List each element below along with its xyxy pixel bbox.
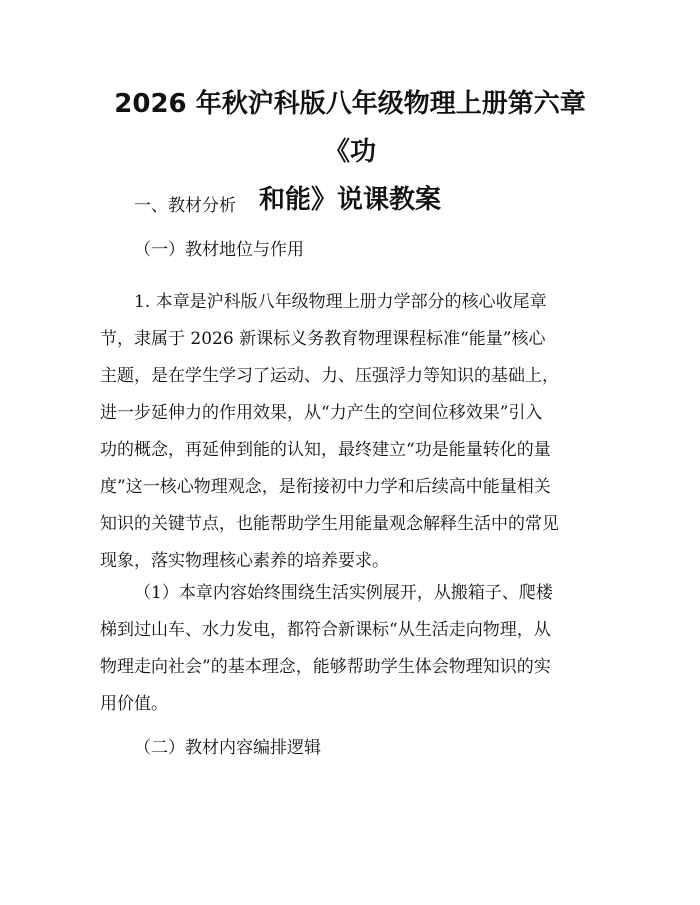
paragraph-line: 进一步延伸力的作用效果，从“力产生的空间位移效果”引入 xyxy=(100,403,543,423)
paragraph-line: 1. 本章是沪科版八年级物理上册力学部分的核心收尾章 xyxy=(134,292,547,312)
paragraph-line: 度”这一核心物理观念，是衔接初中力学和后续高中能量相关 xyxy=(100,477,551,497)
paragraph-chapter-position xyxy=(100,284,600,580)
paragraph-line: 节，隶属于 2026 新课标义务教育物理课程标准“能量”核心 xyxy=(100,329,546,349)
paragraph-line: 主题，是在学生学习了运动、力、压强浮力等知识的基础上， xyxy=(100,366,559,386)
paragraph-line: 现象，落实物理核心素养的培养要求。 xyxy=(100,551,389,571)
title-line-2: 和能》说课教案 xyxy=(258,185,441,215)
paragraph-line: 功的概念，再延伸到能的认知，最终建立“功是能量转化的量 xyxy=(100,440,551,460)
paragraph-line: （1）本章内容始终围绕生活实例展开，从搬箱子、爬楼 xyxy=(134,583,553,603)
section-heading-textbook-analysis: 一、教材分析 xyxy=(134,196,236,216)
paragraph-life-examples xyxy=(100,575,600,723)
paragraph-line: 用价值。 xyxy=(100,694,168,714)
paragraph-line: 梯到过山车、水力发电，都符合新课标“从生活走向物理，从 xyxy=(100,620,551,640)
paragraph-line: 物理走向社会”的基本理念，能够帮助学生体会物理知识的实 xyxy=(100,657,551,677)
subsection-heading-role: （一）教材地位与作用 xyxy=(134,240,304,260)
title-line-1: 2026 年秋沪科版八年级物理上册第六章《功 xyxy=(114,89,586,167)
subsection-heading-content-logic: （二）教材内容编排逻辑 xyxy=(134,738,321,758)
paragraph-line: 知识的关键节点，也能帮助学生用能量观念解释生活中的常见 xyxy=(100,514,559,534)
